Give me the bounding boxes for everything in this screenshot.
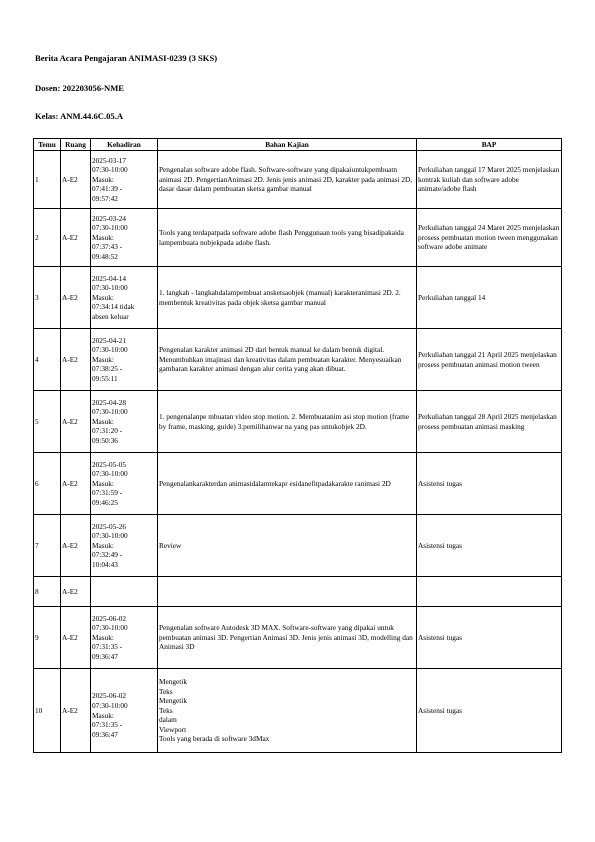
kehadiran-line: Masuk: bbox=[92, 710, 114, 720]
kehadiran-line: 2025-06-02 bbox=[92, 691, 127, 701]
table-body bbox=[34, 151, 562, 753]
bahan-line: Tools yang berada di software 3dMax bbox=[159, 734, 270, 744]
bahan-line: dalam bbox=[159, 715, 177, 725]
kehadiran-line: 2025-04-21 bbox=[92, 335, 127, 345]
cell-kehadiran bbox=[91, 267, 158, 329]
cell-bahan-kajian: 1. langkah - langkahdalampembuat ansketsaobjek (manual) karakteranimasi 2D. 2. membentuk kreativitas pada objek sketsa gambar manual bbox=[158, 267, 417, 329]
kehadiran-line: 07:30-10:00 bbox=[92, 223, 128, 233]
kehadiran-line: 2025-05-05 bbox=[92, 459, 127, 469]
cell-bahan-kajian: 1. pengenalanpe mbuatan video stop motion. 2. Membuatanim asi stop motion (frame by frame, masking, guide) 3.pemilihanwar na yang pas untukobjek 2D. bbox=[158, 391, 417, 453]
document-title: Berita Acara Pengajaran ANIMASI-0239 (3 SKS) bbox=[35, 53, 218, 63]
column-header-bahan-kajian: Bahan Kajian bbox=[158, 139, 417, 151]
table-row bbox=[34, 267, 562, 329]
kehadiran-line: 09:36:47 bbox=[92, 651, 118, 661]
bahan-line: Mengetik bbox=[159, 676, 187, 686]
bahan-line: Teks bbox=[159, 705, 173, 715]
column-header-temu: Temu bbox=[34, 139, 61, 151]
kehadiran-line: Masuk: bbox=[92, 478, 114, 488]
column-header-ruang: Ruang bbox=[61, 139, 91, 151]
bahan-line: Mengetik bbox=[159, 696, 187, 706]
cell-bap bbox=[417, 577, 562, 607]
cell-bap: Perkuliahan tanggal 21 April 2025 menjelaskan prosess pembuatan animasi motion tween bbox=[417, 329, 562, 391]
column-header-bap: BAP bbox=[417, 139, 562, 151]
cell-bahan-kajian: Pengenalan software Autodesk 3D MAX. Software-software yang dipakai untuk pembuatan animasi 3D. Pengertian Animasi 3D. Jenis jenis animasi 3D, modelling dan Animasi 3D bbox=[158, 607, 417, 669]
kehadiran-line: 07:31:59 - bbox=[92, 488, 123, 498]
kehadiran-line: 2025-05-26 bbox=[92, 521, 127, 531]
kehadiran-line: Masuk: bbox=[92, 354, 114, 364]
cell-ruang: A-E2 bbox=[61, 515, 91, 577]
cell-bap: Perkuliahan tanggal 17 Maret 2025 menjelaskan kontrak kuliah dan software adobe animate/adobe flash bbox=[417, 151, 562, 209]
kehadiran-line: 07:41:39 - bbox=[92, 184, 123, 194]
dosen-info: Dosen: 202203056-NME bbox=[35, 83, 125, 93]
kehadiran-line: Masuk: bbox=[92, 416, 114, 426]
bahan-line: Viewport bbox=[159, 724, 187, 734]
kehadiran-line: absen keluar bbox=[92, 311, 129, 321]
cell-temu: 3 bbox=[34, 267, 61, 329]
cell-bahan-kajian: Tools yang terdapatpada software adobe flash Penggunaan tools yang bisadipakaida lampembuata nobjekpada adobe flash. bbox=[158, 209, 417, 267]
column-header-kehadiran: Kehadiran bbox=[91, 139, 158, 151]
cell-ruang: A-E2 bbox=[61, 391, 91, 453]
kehadiran-line: 07:30-10:00 bbox=[92, 345, 128, 355]
cell-bap: Asistensi tugas bbox=[417, 669, 562, 753]
cell-kehadiran bbox=[91, 515, 158, 577]
table-row bbox=[34, 151, 562, 209]
kehadiran-line: 07:30-10:00 bbox=[92, 531, 128, 541]
kehadiran-line: 07:31:35 - bbox=[92, 642, 123, 652]
kehadiran-line: Masuk: bbox=[92, 232, 114, 242]
table-row bbox=[34, 329, 562, 391]
table-row bbox=[34, 453, 562, 515]
kehadiran-line: Masuk: bbox=[92, 174, 114, 184]
cell-ruang: A-E2 bbox=[61, 329, 91, 391]
cell-bahan-kajian: Pengenalan karakter animasi 2D dari bentuk manual ke dalam bentuk digital. Menumbuhkan imajinasi dan kreativitas dalam pembuatan karakter. Menyesuaikan gambaran karakter animasi dengan alur cerita yang akan dibuat. bbox=[158, 329, 417, 391]
bahan-line: Teks bbox=[159, 686, 173, 696]
kehadiran-line: 09:48:52 bbox=[92, 251, 118, 261]
cell-kehadiran bbox=[91, 453, 158, 515]
cell-bahan-kajian: Pengenalan software adobe flash. Software-software yang dipakaiuntukpembuatn animasi 2D. PengertianAnimasi 2D. Jenis jenis animasi 2D, karakter pada animasi 2D, dasar dasar dalam pembuatan sketsa gambar manual bbox=[158, 151, 417, 209]
kehadiran-line: Masuk: bbox=[92, 292, 114, 302]
kehadiran-line: Masuk: bbox=[92, 632, 114, 642]
cell-ruang: A-E2 bbox=[61, 267, 91, 329]
cell-kehadiran bbox=[91, 151, 158, 209]
cell-bap: Asistensi tugas bbox=[417, 453, 562, 515]
bap-table bbox=[33, 138, 562, 753]
kehadiran-line: Masuk: bbox=[92, 540, 114, 550]
cell-kehadiran bbox=[91, 669, 158, 753]
cell-temu: 6 bbox=[34, 453, 61, 515]
cell-temu: 2 bbox=[34, 209, 61, 267]
kehadiran-line: 10:04:43 bbox=[92, 559, 118, 569]
kehadiran-line: 07:30-10:00 bbox=[92, 469, 128, 479]
cell-kehadiran bbox=[91, 577, 158, 607]
kehadiran-line: 07:30-10:00 bbox=[92, 283, 128, 293]
cell-bap: Perkuliahan tanggal 14 bbox=[417, 267, 562, 329]
cell-ruang: A-E2 bbox=[61, 209, 91, 267]
kehadiran-line: 2025-04-14 bbox=[92, 273, 127, 283]
cell-ruang: A-E2 bbox=[61, 577, 91, 607]
cell-ruang: A-E2 bbox=[61, 151, 91, 209]
kehadiran-line: 07:30-10:00 bbox=[92, 165, 128, 175]
kehadiran-line: 07:34:14 tidak bbox=[92, 302, 135, 312]
table-row bbox=[34, 209, 562, 267]
cell-temu: 8 bbox=[34, 577, 61, 607]
table-row bbox=[34, 515, 562, 577]
kelas-info: Kelas: ANM.44.6C.05.A bbox=[35, 111, 124, 121]
cell-ruang: A-E2 bbox=[61, 669, 91, 753]
kehadiran-line: 07:30-10:00 bbox=[92, 407, 128, 417]
kehadiran-line: 07:37:43 - bbox=[92, 242, 123, 252]
kehadiran-line: 07:30-10:00 bbox=[92, 623, 128, 633]
cell-ruang: A-E2 bbox=[61, 607, 91, 669]
kehadiran-line: 07:31:20 - bbox=[92, 426, 123, 436]
kehadiran-line bbox=[92, 682, 156, 692]
table-row bbox=[34, 391, 562, 453]
cell-ruang: A-E2 bbox=[61, 453, 91, 515]
cell-temu: 7 bbox=[34, 515, 61, 577]
cell-bahan-kajian bbox=[158, 669, 417, 753]
cell-temu: 4 bbox=[34, 329, 61, 391]
kehadiran-line: 09:36:47 bbox=[92, 729, 118, 739]
cell-bahan-kajian: Pengenalankarakterdan animasidalamtekapr esidanefitpadakarakte ranimasi 2D bbox=[158, 453, 417, 515]
kehadiran-line: 07:38:25 - bbox=[92, 364, 123, 374]
cell-bap: Asistensi tugas bbox=[417, 607, 562, 669]
kehadiran-line: 2025-03-24 bbox=[92, 213, 127, 223]
cell-kehadiran bbox=[91, 329, 158, 391]
kehadiran-line: 07:30-10:00 bbox=[92, 700, 128, 710]
cell-bap: Asistensi tugas bbox=[417, 515, 562, 577]
cell-bap: Perkuliahan tanggal 28 April 2025 menjelaskan prosess pembuatan animasi masking bbox=[417, 391, 562, 453]
kehadiran-line: 09:55:11 bbox=[92, 373, 118, 383]
cell-temu: 10 bbox=[34, 669, 61, 753]
table-row bbox=[34, 577, 562, 607]
cell-temu: 9 bbox=[34, 607, 61, 669]
cell-bap: Perkuliahan tanggal 24 Maret 2025 menjelaskan prosess pembuatan motion tween menggunakan software adobe animate bbox=[417, 209, 562, 267]
table-row bbox=[34, 607, 562, 669]
cell-kehadiran bbox=[91, 391, 158, 453]
cell-bahan-kajian bbox=[158, 577, 417, 607]
cell-bahan-kajian: Review bbox=[158, 515, 417, 577]
kehadiran-line: 2025-06-02 bbox=[92, 613, 127, 623]
kehadiran-line: 09:57:42 bbox=[92, 193, 118, 203]
kehadiran-line: 2025-04-28 bbox=[92, 397, 127, 407]
cell-kehadiran bbox=[91, 607, 158, 669]
kehadiran-line: 2025-03-17 bbox=[92, 155, 127, 165]
kehadiran-line: 07:31:35 - bbox=[92, 720, 123, 730]
kehadiran-line: 07:32:49 - bbox=[92, 550, 123, 560]
table-row bbox=[34, 669, 562, 753]
cell-kehadiran bbox=[91, 209, 158, 267]
cell-temu: 1 bbox=[34, 151, 61, 209]
cell-temu: 5 bbox=[34, 391, 61, 453]
kehadiran-line: 09:46:25 bbox=[92, 497, 118, 507]
kehadiran-line: 09:50:36 bbox=[92, 435, 118, 445]
table-header-row bbox=[34, 139, 562, 151]
